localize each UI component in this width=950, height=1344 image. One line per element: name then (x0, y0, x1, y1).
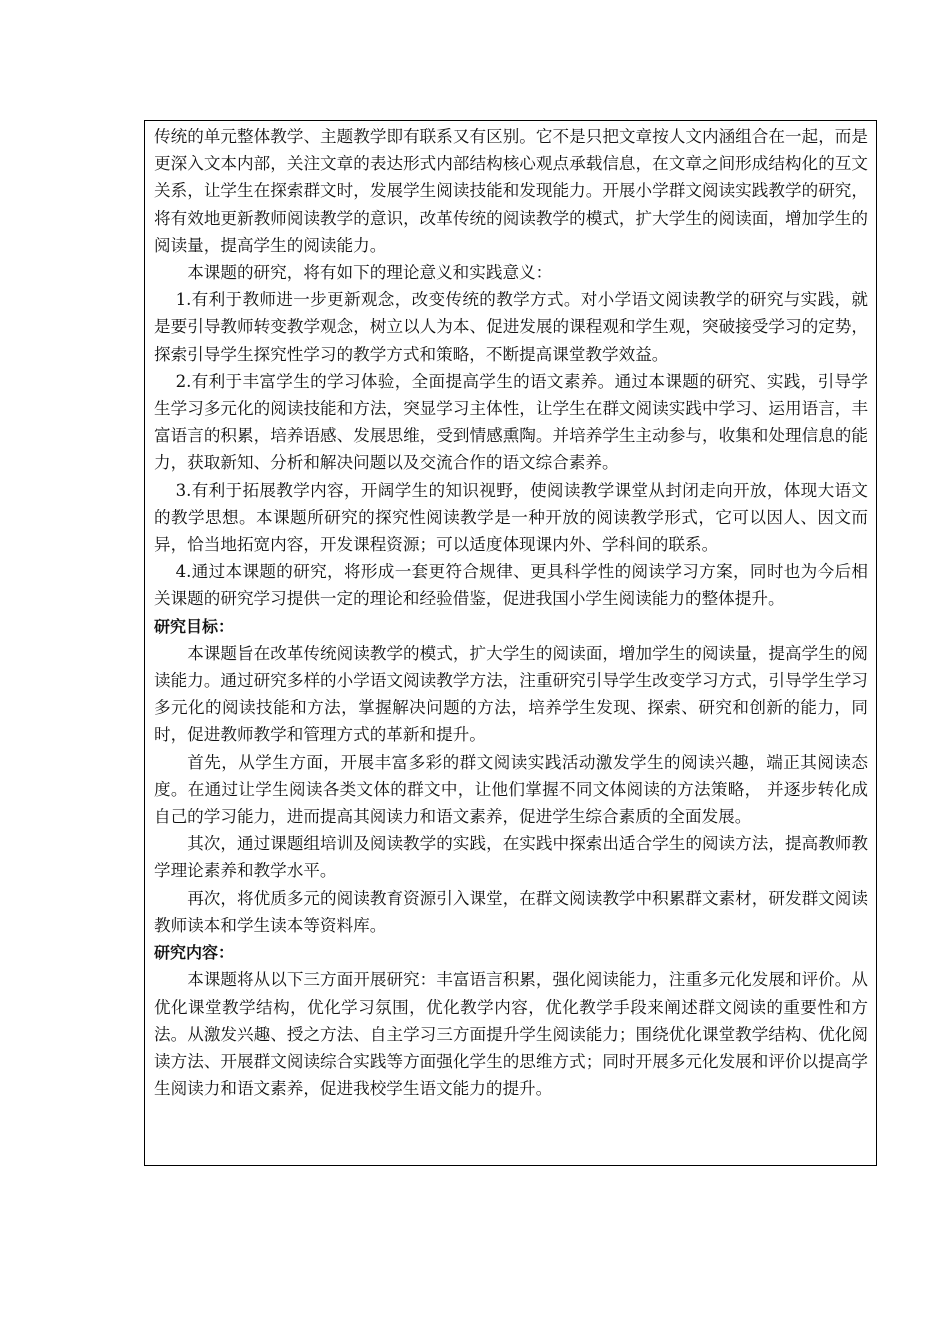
goals-paragraph-2: 首先，从学生方面，开展丰富多彩的群文阅读实践活动激发学生的阅读兴趣，端正其阅读态度。在通过让学生阅读各类文体的群文中，让他们掌握不同文体阅读的方法策略， 并逐步转化成自己的学习能力，进而提高其阅读力和语文素养，促进学生综合素质的全面发展。 (154, 752, 868, 827)
goals-paragraph-3: 其次，通过课题组培训及阅读教学的实践，在实践中探索出适合学生的阅读方法，提高教师教学理论素养和教学水平。 (154, 834, 868, 881)
goals-heading: 研究目标： (154, 616, 235, 636)
goals-paragraph-4: 再次，将优质多元的阅读教育资源引入课堂，在群文阅读教学中积累群文素材，研发群文阅读教师读本和学生读本等资料库。 (154, 888, 868, 935)
intro-paragraph: 传统的单元整体教学、主题教学即有联系又有区别。它不是只把文章按人文内涵组合在一起，而是更深入文本内部，关注文章的表达形式内部结构核心观点承载信息，在文章之间形成结构化的互文关系，让学生在探索群文时，发展学生阅读技能和发现能力。开展小学群文阅读实践教学的研究，将有效地更新教师阅读教学的意识，改革传统的阅读教学的模式，扩大学生的阅读面，增加学生的阅读量，提高学生的阅读能力。 (154, 127, 868, 255)
table-cell-frame (144, 120, 877, 1166)
significance-item-2: 2.有利于丰富学生的学习体验，全面提高学生的语文素养。通过本课题的研究、实践，引导学生学习多元化的阅读技能和方法，突显学习主体性，让学生在群文阅读实践中学习、运用语言，丰富语言的积累，培养语感、发展思维，受到情感熏陶。并培养学生主动参与，收集和处理信息的能力，获取新知、分析和解决问题以及交流合作的语文综合素养。 (154, 371, 868, 473)
significance-lead: 本课题的研究，将有如下的理论意义和实践意义： (187, 263, 553, 283)
goals-paragraph-1: 本课题旨在改革传统阅读教学的模式，扩大学生的阅读面，增加学生的阅读量，提高学生的阅读能力。通过研究多样的小学语文阅读教学方法，注重研究引导学生改变学习方式，引导学生学习多元化的阅读技能和方法，掌握解决问题的方法，培养学生发现、探索、研究和创新的能力，同时，促进教师教学和管理方式的革新和提升。 (154, 643, 868, 745)
content-heading: 研究内容： (154, 943, 235, 963)
document-body (154, 123, 868, 1102)
significance-item-4: 4.通过本课题的研究，将形成一套更符合规律、更具科学性的阅读学习方案，同时也为今后相关课题的研究学习提供一定的理论和经验借鉴，促进我国小学生阅读能力的整体提升。 (154, 562, 868, 609)
content-paragraph-1: 本课题将从以下三方面开展研究：丰富语言积累，强化阅读能力，注重多元化发展和评价。从优化课堂教学结构，优化学习氛围，优化教学内容，优化教学手段来阐述群文阅读的重要性和方法。从激发兴趣、授之方法、自主学习三方面提升学生阅读能力；围绕优化课堂教学结构、优化阅读方法、开展群文阅读综合实践等方面强化学生的思维方式；同时开展多元化发展和评价以提高学生阅读力和语文素养，促进我校学生语文能力的提升。 (154, 970, 868, 1099)
significance-item-1: 1.有利于教师进一步更新观念，改变传统的教学方式。对小学语文阅读教学的研究与实践，就是要引导教师转变教学观念，树立以人为本、促进发展的课程观和学生观，突破接受学习的定势，探索引导学生探究性学习的教学方式和策略，不断提高课堂教学效益。 (154, 290, 868, 364)
significance-item-3: 3.有利于拓展教学内容，开阔学生的知识视野，使阅读教学课堂从封闭走向开放，体现大语文的教学思想。本课题所研究的探究性阅读教学是一种开放的阅读教学形式，它可以因人、因文而异，恰当地拓宽内容，开发课程资源；可以适度体现课内外、学科间的联系。 (154, 480, 868, 555)
